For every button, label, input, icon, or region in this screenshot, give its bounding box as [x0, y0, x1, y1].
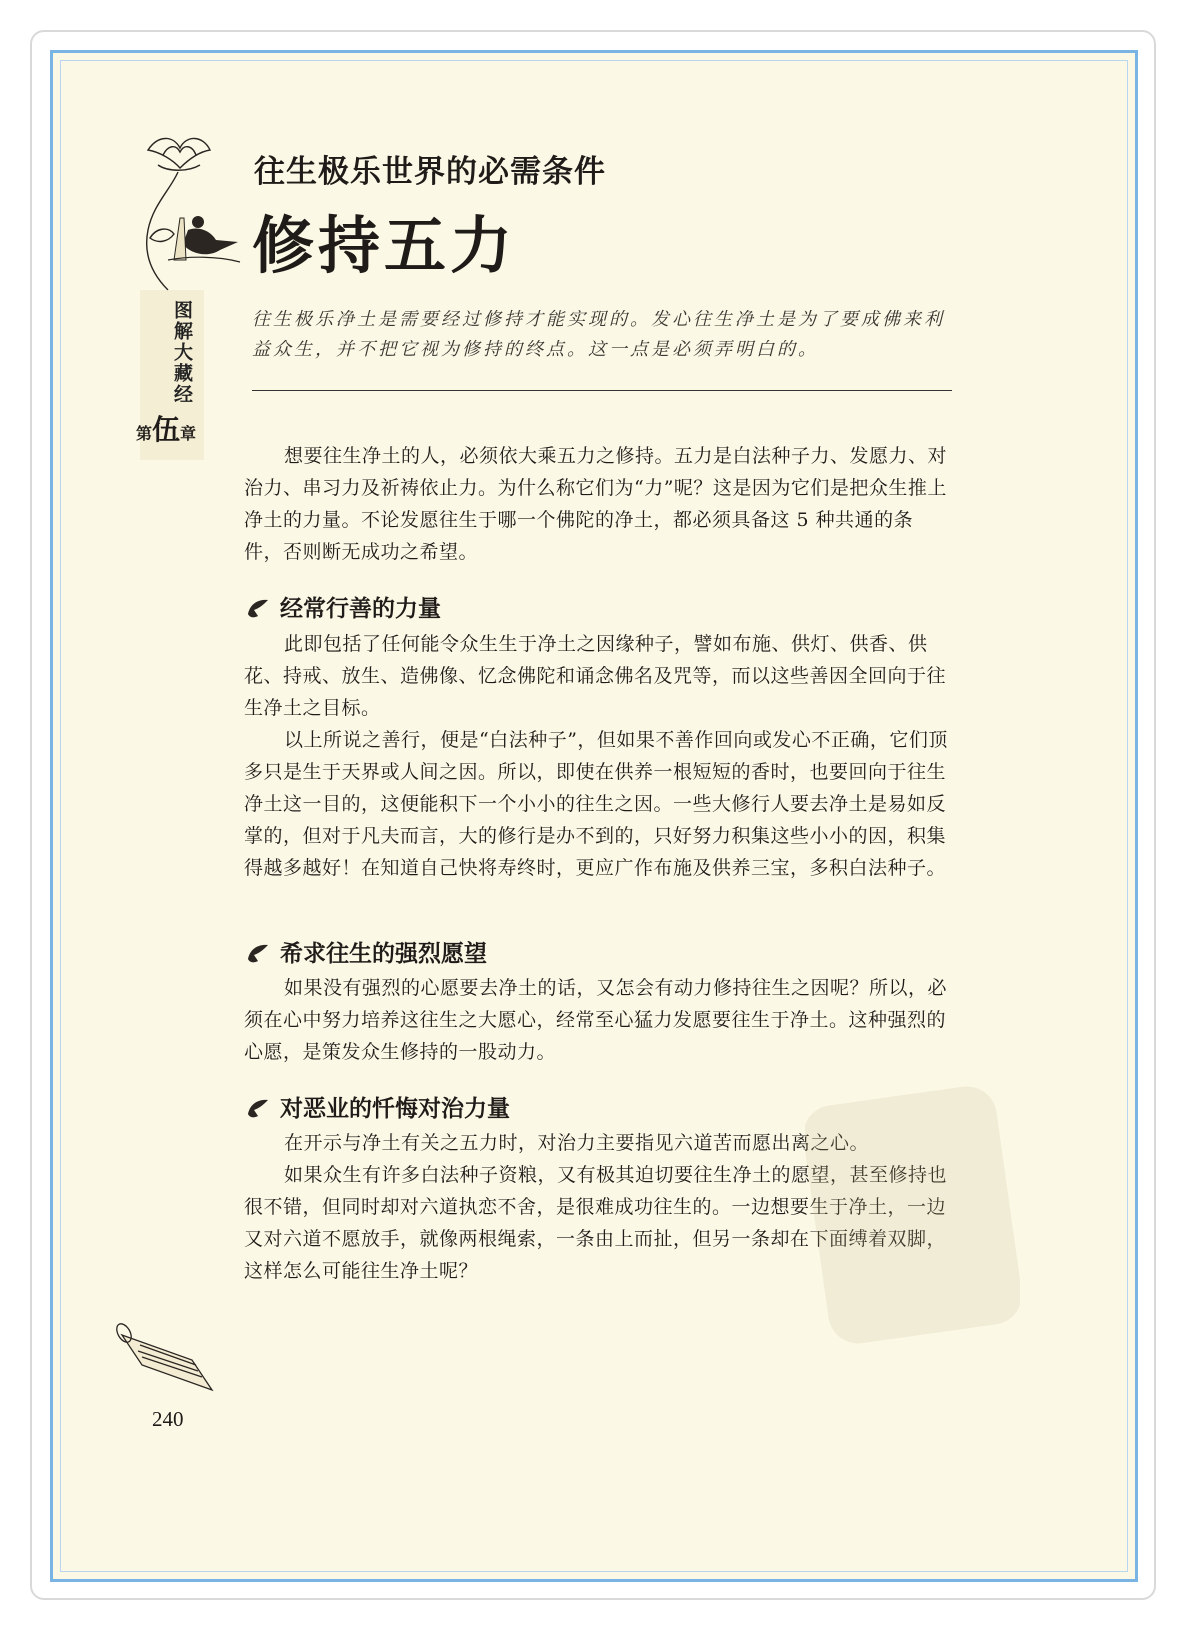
intro-text: 往生极乐净土是需要经过修持才能实现的。发心往生净土是为了要成佛来利益众生，并不把它视为修持的终点。这一点是必须弄明白的。	[252, 309, 945, 360]
seal-watermark	[805, 1085, 1020, 1345]
section-3-paragraph-1: 在开示与净土有关之五力时，对治力主要指见六道苦而愿出离之心。	[284, 1132, 870, 1154]
brush-bullet-icon	[244, 941, 272, 965]
chapter-number: 伍	[152, 413, 181, 446]
page-title: 修持五力	[252, 209, 517, 282]
brush-bullet-icon	[244, 596, 272, 620]
section-heading-text: 希求往生的强烈愿望	[280, 941, 487, 967]
section-heading-3	[244, 1090, 510, 1123]
chapter-suffix: 章	[180, 424, 197, 443]
section-2-paragraph-1: 如果没有强烈的心愿要去净土的话，又怎会有动力修持往生之因呢？所以，必须在心中努力培养这往生之大愿心，经常至心猛力发愿要往生于净土。这种强烈的心愿，是策发众生修持的一股动力。	[244, 977, 948, 1063]
lotus-figure-illustration	[128, 130, 250, 295]
brush-bullet-icon	[244, 1096, 272, 1120]
section-heading-2	[244, 935, 487, 968]
book-title-vertical: 图解大藏经	[171, 300, 193, 405]
scroll-illustration	[112, 1315, 222, 1395]
page-number: 240	[152, 1407, 184, 1431]
section-heading-text: 对恶业的忏悔对治力量	[280, 1096, 510, 1122]
section-heading-text: 经常行善的力量	[280, 596, 441, 622]
section-3-paragraph-2: 如果众生有许多白法种子资粮，又有极其迫切要往生净土的愿望，甚至修持也很不错，但同时却对六道执恋不舍，是很难成功往生的。一边想要生于净土，一边又对六道不愿放手，就像两根绳索，一条由上而扯，但另一条却在下面缚着双脚，这样怎么可能往生净土呢？	[244, 1164, 948, 1282]
chapter-prefix: 第	[136, 424, 153, 443]
section-1-paragraph-2: 以上所说之善行，便是“白法种子”，但如果不善作回向或发心不正确，它们顶多只是生于天界或人间之因。所以，即使在供养一根短短的香时，也要回向于往生净土这一目的，这便能积下一个小小的往生之因。一些大修行人要去净土是易如反掌的，但对于凡夫而言，大的修行是办不到的，只好努力积集这些小小的因，积集得越多越好！在知道自己快将寿终时，更应广作布施及供养三宝，多积白法种子。	[244, 729, 948, 879]
divider	[252, 390, 952, 391]
page-subtitle: 往生极乐世界的必需条件	[254, 154, 606, 190]
opening-paragraph: 想要往生净土的人，必须依大乘五力之修持。五力是白法种子力、发愿力、对治力、串习力及祈祷依止力。为什么称它们为“力”呢？这是因为它们是把众生推上净土的力量。不论发愿往生于哪一个佛陀的净土，都必须具备这 5 种共通的条件，否则断无成功之希望。	[244, 445, 948, 563]
chapter-label	[136, 408, 196, 448]
section-1-paragraph-1: 此即包括了任何能令众生生于净土之因缘种子，譬如布施、供灯、供香、供花、持戒、放生、造佛像、忆念佛陀和诵念佛名及咒等，而以这些善因全回向于往生净土之目标。	[244, 633, 947, 719]
section-heading-1	[244, 590, 441, 623]
